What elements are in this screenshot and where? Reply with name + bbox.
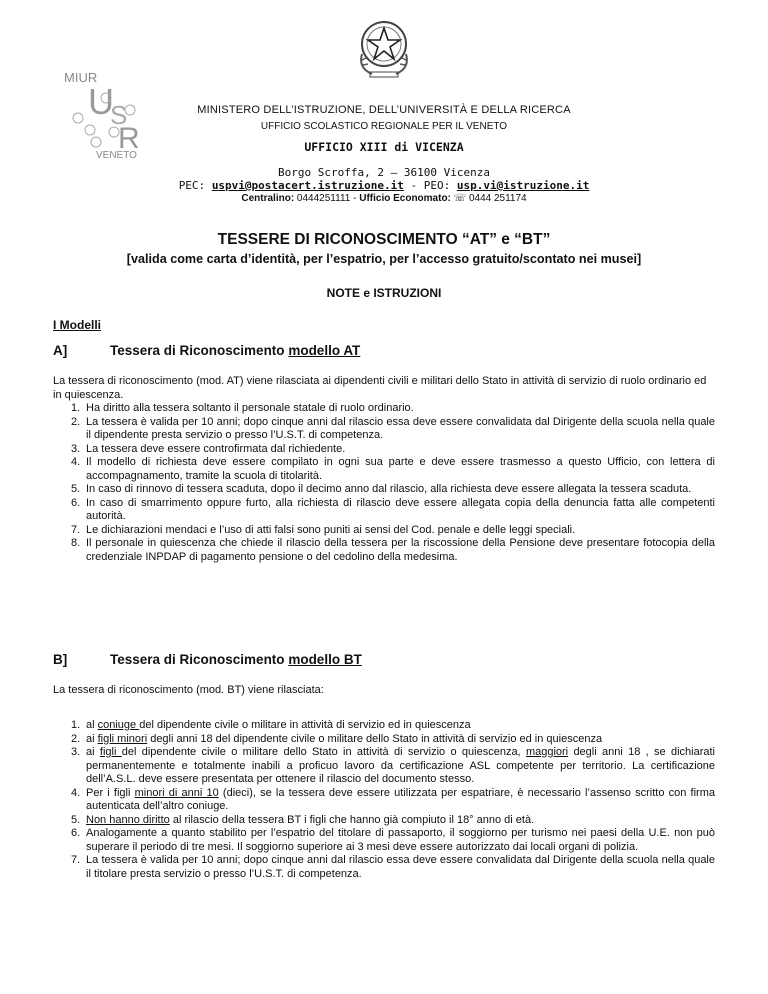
document-title: TESSERE DI RICONOSCIMENTO “AT” e “BT”: [217, 231, 551, 248]
phone-icon: ☏: [453, 193, 467, 204]
regional-office-name: UFFICIO SCOLASTICO REGIONALE PER IL VENETO: [260, 121, 508, 132]
section-b-title: Tessera di Riconoscimento: [110, 652, 289, 667]
section-a-list: [53, 402, 715, 564]
pec-email-link[interactable]: uspvi@postacert.istruzione.it: [211, 179, 404, 192]
list-item: 1. al coniuge del dipendente civile o militare in attività di servizio ed in quiescenza: [71, 719, 471, 731]
list-item: 6. In caso di smarrimento oppure furto, alla richiesta di rilascio deve essere allegata copia della denuncia fatta alle competenti autorità.: [71, 496, 715, 522]
economato-number: 0444 251174: [466, 193, 527, 204]
list-item: 7. Le dichiarazioni mendaci e l’uso di atti falsi sono puniti ai sensi del Cod. penale e delle leggi speciali.: [71, 523, 576, 536]
list-item: 7. La tessera è valida per 10 anni; dopo cinque anni dal rilascio essa deve essere convalidata dal Dirigente della scuola nella quale il titolare presta servizio o presso l’U.S.T. di competenza.: [71, 854, 715, 880]
section-a-intro: La tessera di riconoscimento (mod. AT) viene rilasciata ai dipendenti civili e militari dello Stato in attività di servizio di ruolo ordinario ed in quiescenza.: [53, 375, 707, 401]
office-name: UFFICIO XIII di VICENZA: [304, 140, 464, 154]
logo-miur-text: MIUR: [64, 70, 98, 85]
list-item: 5. Non hanno diritto al rilascio della tessera BT i figli che hanno già compiuto il 18° anno di età.: [71, 813, 535, 826]
emblem-of-italy-icon: [352, 14, 416, 80]
peo-label: - PEO:: [403, 179, 457, 192]
office-phones: [0, 193, 768, 204]
section-a-heading: [53, 343, 360, 358]
list-item: 5. In caso di rinnovo di tessera scaduta, dopo il decimo anno dal rilascio, alla richiesta deve essere allegata la tessera scaduta.: [71, 483, 692, 495]
section-a-model: modello AT: [288, 343, 361, 358]
logo-r-letter: R: [118, 122, 140, 155]
list-item: 4. Per i figli minori di anni 10 (dieci), se la tessera deve essere utilizzata per espatriare, è necessario l’assenso scritto con firma autenticata dell’altro coniuge.: [71, 786, 715, 812]
list-item: 8. Il personale in quiescenza che chiede il rilascio della tessera per la riscossione della Pensione deve presentare fotocopia della credenziale INPDAP di pagamento pensione o del cedolino della medesima.: [71, 537, 715, 563]
centralino-number: 0444251111 -: [294, 193, 360, 204]
list-item: 3. La tessera deve essere controfirmata dal richiedente.: [71, 442, 346, 455]
economato-label: Ufficio Economato:: [359, 193, 451, 204]
office-address: Borgo Scroffa, 2 – 36100 Vicenza: [278, 166, 490, 179]
notes-heading: NOTE e ISTRUZIONI: [326, 286, 442, 300]
models-heading: I Modelli: [53, 318, 101, 332]
list-item: 3. ai figli del dipendente civile o militare dello Stato in attività di servizio o quiescenza, maggiori degli anni 18 , se dichiarati permanentemente e totalmente inabili a proficuo lavoro da certificazione ASL competente per territorio. La certificazione dell’A.S.L. deve essere presentata per ottenere il rilascio del documento stesso.: [71, 746, 715, 785]
section-b-heading: [53, 652, 362, 667]
section-b-model: modello BT: [288, 652, 362, 667]
section-b-intro: La tessera di riconoscimento (mod. BT) viene rilasciata:: [53, 684, 324, 696]
list-item: 2. La tessera è valida per 10 anni; dopo cinque anni dal rilascio essa deve essere convalidata dal Dirigente della scuola nella quale il dipendente presta servizio o presso l’U.S.T. di competenza.: [71, 415, 715, 441]
list-item: 2. ai figli minori degli anni 18 del dipendente civile o militare dello Stato in attività di servizio ed in quiescenza: [71, 732, 603, 745]
list-item: 1. Ha diritto alla tessera soltanto il personale statale di ruolo ordinario.: [71, 402, 414, 414]
list-item: 4. Il modello di richiesta deve essere compilato in ogni sua parte e deve essere trasmesso a questo Ufficio, con lettera di accompagnamento, tramite la scuola di titolarità.: [71, 456, 715, 482]
list-item: 6. Analogamente a quanto stabilito per l’espatrio del titolare di passaporto, il soggiorno per turismo nei paesi della U.E. non può superare il periodo di tre mesi. Il soggiorno superiore ai 3 mesi deve essere autorizzato dai locali organi di polizia.: [71, 827, 715, 853]
section-b-letter: B]: [53, 652, 68, 667]
logo-veneto-text: VENETO: [96, 150, 137, 158]
section-b-list: [53, 719, 715, 881]
office-emails: [0, 179, 768, 192]
section-a-title: Tessera di Riconoscimento: [110, 343, 289, 358]
section-a-letter: A]: [53, 343, 68, 358]
logo-s-letter: S: [110, 100, 128, 130]
document-subtitle: [valida come carta d’identità, per l’espatrio, per l’accesso gratuito/scontato nei musei]: [126, 252, 642, 266]
centralino-label: Centralino:: [241, 193, 295, 204]
peo-email-link[interactable]: usp.vi@istruzione.it: [456, 179, 590, 192]
ministry-name: MINISTERO DELL’ISTRUZIONE, DELL’UNIVERSITÀ E DELLA RICERCA: [197, 104, 571, 116]
pec-label: PEC:: [178, 179, 212, 192]
logo-u-letter: U: [88, 81, 114, 122]
